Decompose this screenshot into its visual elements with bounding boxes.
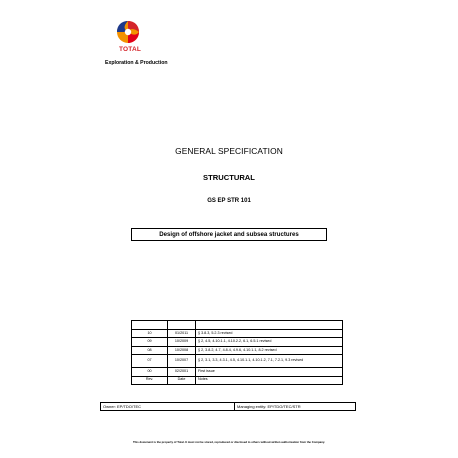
notes-cell: § 2, 3.1, 3.3, 4.3.1, 4.5, 4.10.1.1, 4.10.1.2, 7.1, 7.2.1, 9.3 revised: [196, 355, 343, 368]
rev-header: Rev.: [132, 376, 168, 384]
document-discipline: STRUCTURAL: [203, 173, 255, 182]
table-row: [132, 355, 343, 368]
table-row: [132, 338, 343, 346]
notes-cell: § 3.8.3, 5.2.3 revised: [196, 330, 343, 338]
notes-header: Notes: [196, 376, 343, 384]
rev-cell: 10: [132, 330, 168, 338]
logo-wordmark: TOTAL: [118, 46, 142, 53]
managing-entity-field: Managing entity: EP/TDO/TEC/STR: [237, 404, 301, 409]
notes-cell: § 2, 4.5, 4.10.1.1, 4.10.2.2, 6.1, 6.5.1 revised: [196, 338, 343, 346]
rev-cell: 08: [132, 346, 168, 354]
date-cell: [168, 321, 196, 330]
table-row: [132, 368, 343, 376]
date-cell: 02/2001: [168, 368, 196, 376]
table-header-row: [132, 376, 343, 384]
date-header: Date: [168, 376, 196, 384]
document-title-box: Design of offshore jacket and subsea structures: [131, 228, 327, 241]
rev-cell: 07: [132, 355, 168, 368]
table-row: [132, 346, 343, 354]
date-cell: 10/2008: [168, 346, 196, 354]
revision-table: [131, 320, 343, 385]
rev-cell: 00: [132, 368, 168, 376]
date-cell: 01/2011: [168, 330, 196, 338]
document-code: GS EP STR 101: [207, 198, 251, 204]
notes-cell: § 2, 3.8.2, 4.7, 4.8.4, 4.9.6, 4.10.1.1, 8.2 revised: [196, 346, 343, 354]
date-cell: 10/2007: [168, 355, 196, 368]
division-subheading: Exploration & Production: [105, 60, 168, 66]
notes-cell: First issue: [196, 368, 343, 376]
date-cell: 10/2009: [168, 338, 196, 346]
rev-cell: 09: [132, 338, 168, 346]
confidentiality-note: This document is the property of Total. It must not be stored, reproduced or disclosed to others without written authorisation from the Company.: [132, 440, 326, 444]
owner-field: Owner: EP/TDO/TEC: [101, 403, 235, 410]
document-category: GENERAL SPECIFICATION: [175, 146, 283, 156]
rev-cell: [132, 321, 168, 330]
ownership-row: [100, 402, 356, 411]
notes-cell: [196, 321, 343, 330]
table-row: [132, 330, 343, 338]
table-row: [132, 321, 343, 330]
